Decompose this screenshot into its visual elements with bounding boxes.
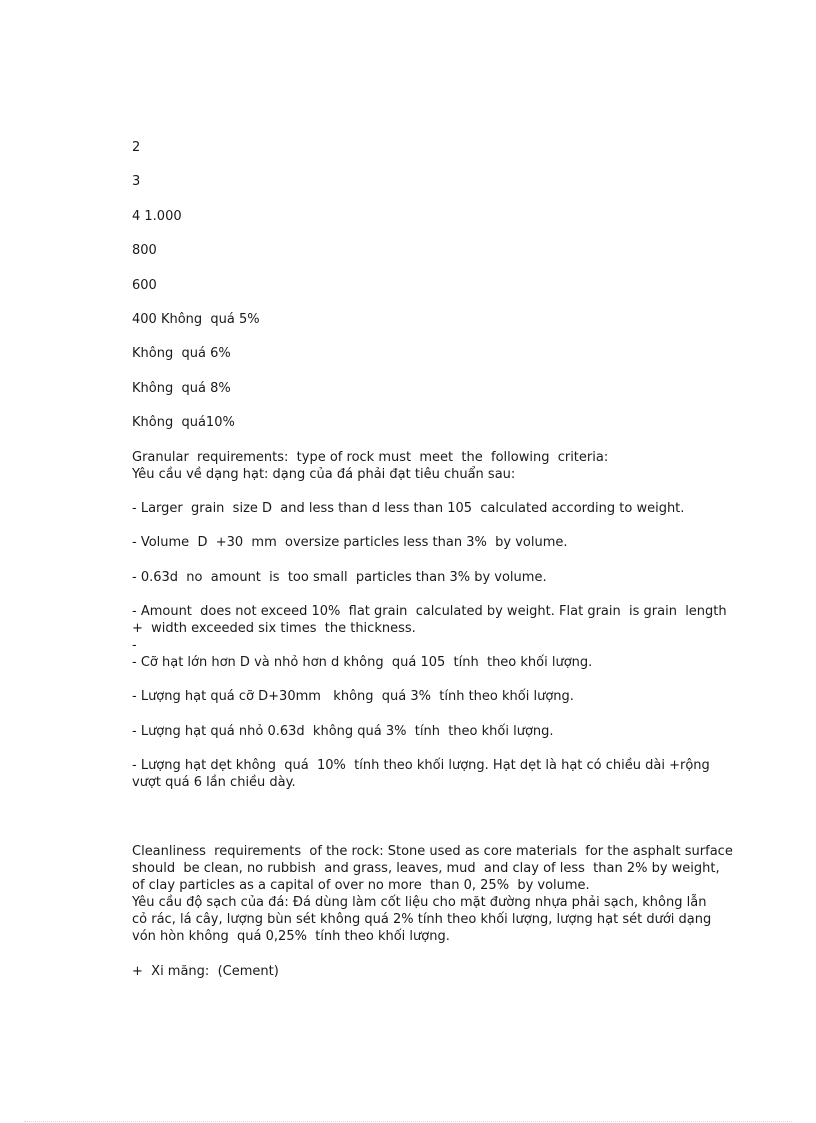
list-number: Không quá 8% [132, 380, 231, 396]
list-number: 400 Không quá 5% [132, 311, 260, 327]
granular-item-en: - Amount does not exceed 10% flat grain calculated by weight. Flat grain is grain length + width exceeded six times the thickness. [132, 604, 727, 637]
granular-heading-en: Granular requirements: type of rock must meet the following criteria: [132, 449, 609, 465]
cleanliness-text-en: Cleanliness requirements of the rock: Stone used as core materials for the asphalt surface should be clean, no rubbish and grass, leaves, mud and clay of less than 2% by weight, of clay particles as a capital of over no more than 0, 25% by volume. [132, 844, 733, 894]
granular-heading-vi: Yêu cầu về dạng hạt: dạng của đá phải đạt tiêu chuẩn sau: [132, 466, 516, 482]
document-body [132, 139, 752, 980]
cement-heading: + Xi măng: (Cement) [132, 963, 279, 979]
list-number: 3 [132, 174, 141, 190]
granular-item-en: - Larger grain size D and less than d less than 105 calculated according to weight. [132, 500, 685, 516]
granular-item-vi: - Lượng hạt quá cỡ D+30mm không quá 3% tính theo khối lượng. [132, 689, 574, 705]
dash-line: - [132, 638, 137, 654]
granular-item-vi: - Lượng hạt dẹt không quá 10% tính theo khối lượng. Hạt dẹt là hạt có chiều dài +rộng vượt quá 6 lần chiều dày. [132, 758, 710, 791]
list-number: Không quá 6% [132, 346, 231, 362]
granular-item-en: - Volume D +30 mm oversize particles less than 3% by volume. [132, 535, 568, 551]
cleanliness-text-vi: Yêu cầu độ sạch của đá: Đá dùng làm cốt liệu cho mặt đường nhựa phải sạch, không lẫn cỏ rác, lá cây, lượng bùn sét không quá 2% tính theo khối lượng, lượng hạt sét dưới dạng vón hòn không quá 0,25% tính theo khối lượng. [132, 895, 712, 945]
granular-item-vi: - Cỡ hạt lớn hơn D và nhỏ hơn d không quá 105 tính theo khối lượng. [132, 655, 593, 671]
list-number: Không quá10% [132, 415, 235, 431]
granular-item-en: - 0.63d no amount is too small particles than 3% by volume. [132, 569, 547, 585]
list-number: 2 [132, 140, 141, 155]
granular-item-vi: - Lượng hạt quá nhỏ 0.63d không quá 3% tính theo khối lượng. [132, 723, 554, 739]
page-bottom-divider [24, 1121, 792, 1122]
list-number: 800 [132, 243, 157, 259]
list-number: 600 [132, 277, 157, 293]
list-number: 4 1.000 [132, 208, 182, 224]
